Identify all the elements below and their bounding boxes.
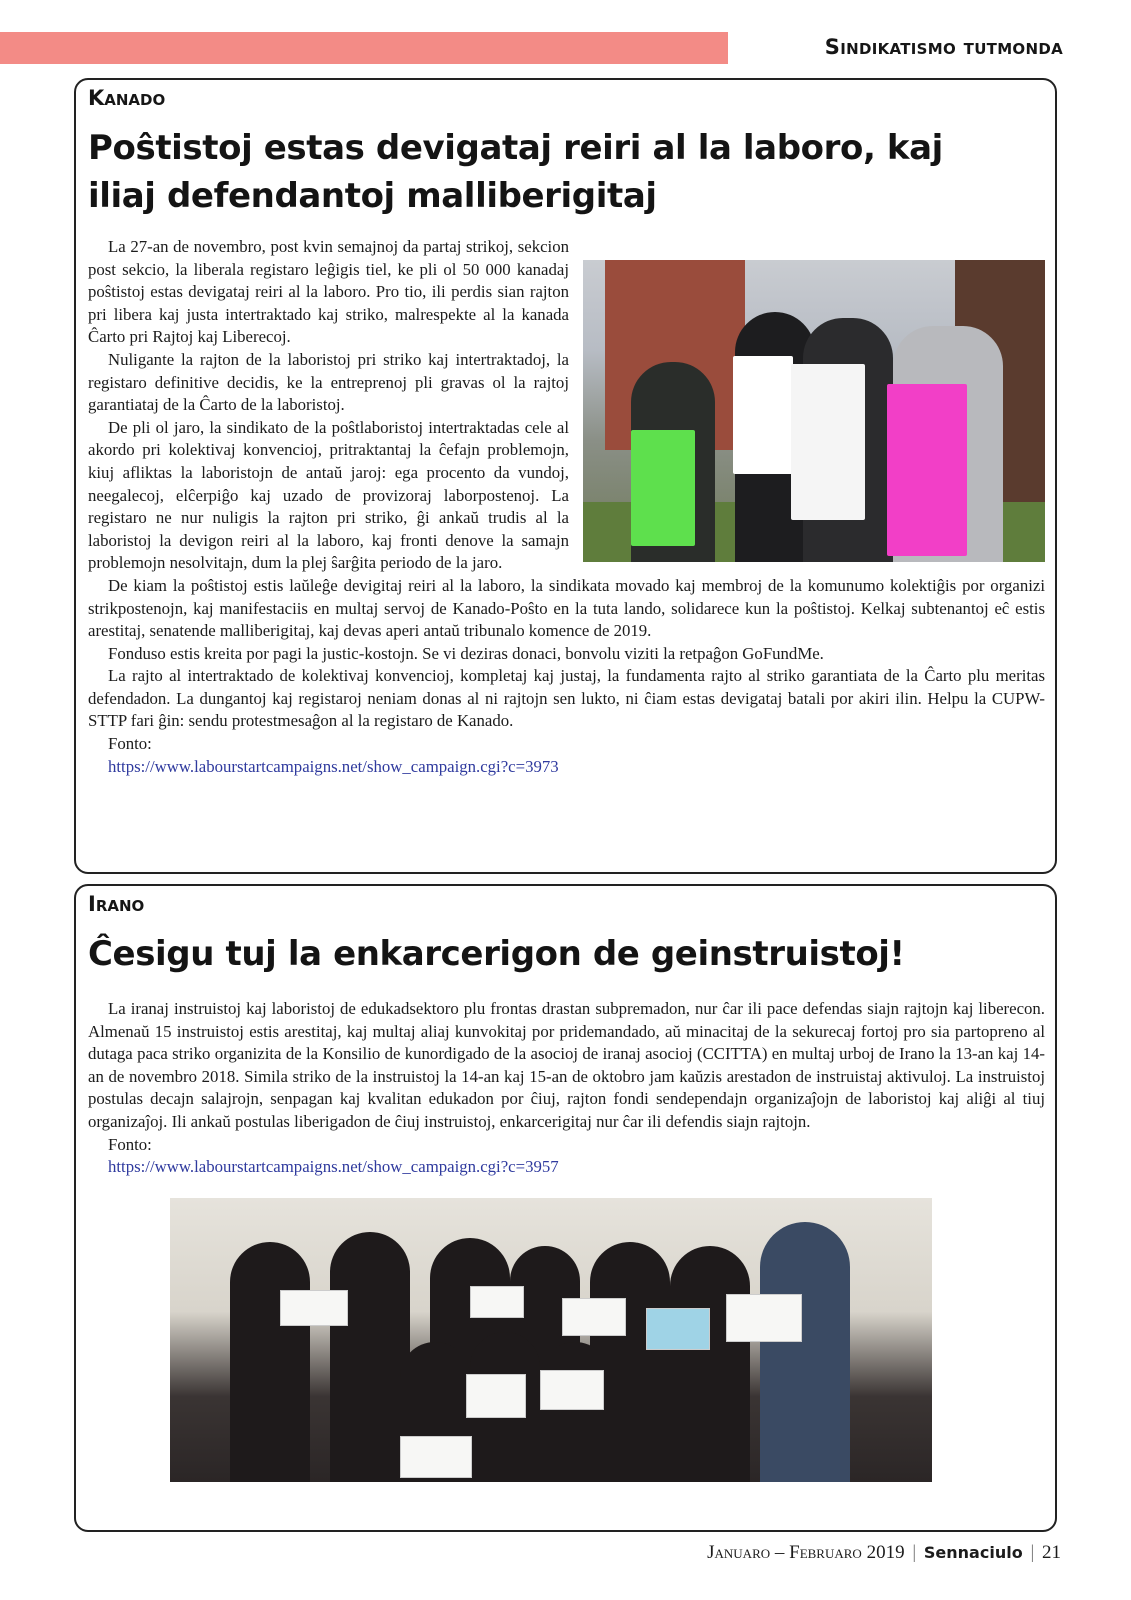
protest-paper: [400, 1436, 472, 1478]
article-body: [88, 236, 1045, 778]
protest-paper: [470, 1286, 524, 1318]
issue-date: Januaro – Februaro 2019: [707, 1542, 905, 1563]
source-link[interactable]: https://www.labourstartcampaigns.net/show_campaign.cgi?c=3973: [108, 756, 559, 776]
paragraph: De kiam la poŝtistoj estis laŭleĝe devigitaj reiri al la laboro, la sindikata movado kaj membroj de la komunumo kolektiĝis por organizi strikpostenojn, kaj manifestaciis en multaj servoj de Kanado-Poŝto en la tuta lando, solidarece kun la poŝtistoj. Kelkaj subtenantoj eĉ estis arestitaj, senatende malliberigitaj, kaj devas aperi antaŭ tribunalo komence de 2019.: [88, 575, 1045, 641]
person: [230, 1242, 310, 1482]
protest-paper: [466, 1374, 526, 1418]
source-label: Fonto:: [108, 734, 152, 754]
paragraph: Fonduso estis kreita por pagi la justic-kostojn. Se vi deziras donaci, bonvolu viziti la retpaĝon GoFundMe.: [108, 643, 824, 663]
protest-paper: [280, 1290, 348, 1326]
header-accent-bar: [0, 32, 728, 64]
protest-paper: [540, 1370, 604, 1410]
protest-sign: [791, 364, 865, 520]
paragraph: La rajto al intertraktado de kolektivaj konvencioj, kompletaj kaj justaj, la fundamenta rajto al striko garantiata de la Ĉarto plu meritas defendadon. La dungantoj kaj registaroj neniam donas al ni rajtojn sen lukto, ni ĉiam estas devigataj batali por akiri ilin. Helpu la CUPW-STTP fari ĝin: sendu protestmesaĝon al la registaro de Kanado.: [88, 666, 1045, 731]
protest-sign: [733, 356, 793, 474]
paragraph: La iranaj instruistoj kaj laboristoj de edukadsektoro plu frontas drastan subpremadon, nur ĉar ili pace defendas siajn rajtojn kaj liberecon. Almenaŭ 15 instruistoj estis arestitaj, kaj multaj aliaj kunvokitaj por pridemandado, aŭ minacitaj de la sekurecaj fortoj pro sia partopreno al dutaga paca striko organizita de la Konsilio de kunordigado de la asocioj de iranaj asocioj (CCITTA) en multaj urboj de Irano la 13-an kaj 14-an de novembro 2018. Simila striko de la instruistoj la 14-an kaj 15-an de oktobro jam kaŭzis arestadon de instruistaj aktivuloj. La instruistoj postulas decajn salajrojn, senpagan kaj kvalitan edukadon por ĉiuj, rajton fondi sendependajn organizaĵojn de laboristoj kaj aliĝi al tiuj organizaĵoj. Ili ankaŭ postulas liberigadon de ĉiuj instruistoj, enkarcerigitaj nur ĉar ili defendis siajn rajtojn.: [88, 999, 1045, 1131]
source-link[interactable]: https://www.labourstartcampaigns.net/show_campaign.cgi?c=3957: [108, 1157, 559, 1177]
page-number: 21: [1042, 1542, 1061, 1563]
protest-sign: [631, 430, 695, 546]
paragraph: La 27-an de novembro, post kvin semajnoj da partaj strikoj, sekcion post sekcio, la liberala registaro leĝigis tiel, ke pli ol 50 000 kanadaj poŝtistoj estas devigataj reiri al la laboro. Pro tio, ili perdis sian rajton pri libera kaj justa intertraktado kaj striko, malrespekte al la kanada Ĉarto pri Rajtoj kaj Liberecoj.: [88, 237, 569, 347]
separator: |: [1030, 1542, 1035, 1563]
section-title: Sindikatismo tutmonda: [824, 35, 1063, 59]
article-title: Poŝtistoj estas devigataj reiri al la laboro, kaj iliaj defendantoj malliberigitaj: [88, 128, 943, 216]
source-label: Fonto:: [108, 1134, 152, 1154]
person: [330, 1232, 410, 1482]
paragraph: Nuligante la rajton de la laboristoj pri striko kaj intertraktadoj, la registaro definitive decidis, ke la entreprenoj pli gravas ol la rajtoj garantiataj de la Ĉarto de la laboristoj.: [88, 349, 569, 415]
article-body: [88, 998, 1045, 1179]
protest-paper: [726, 1294, 802, 1342]
country-label: Irano: [88, 892, 145, 916]
separator: |: [912, 1542, 917, 1563]
country-label: Kanado: [88, 86, 166, 110]
teachers-photo: [170, 1198, 932, 1482]
paragraph: De pli ol jaro, la sindikato de la poŝtlaboristoj intertraktadas cele al akordo pri kolektivaj konvencioj, pritraktantaj la ĉefajn problemojn, kiuj afliktas la laboristojn de antaŭ jaroj: ega procento da vundoj, neegalecoj, elĉerpiĝo kaj uzado de provizoraj laborpostenoj. La registaro ne nur nuligis la rajton pri striko, ĝi ankaŭ trudis al la laboristoj la devigon reiri al la laboro, kaj fronti denove la samajn problemojn nesolvitajn, dum la plej ŝarĝita periodo de la jaro.: [88, 417, 569, 573]
protest-paper: [562, 1298, 626, 1336]
article-title: Ĉesigu tuj la enkarcerigon de geinstruistoj!: [88, 934, 905, 974]
protest-sign: [887, 384, 967, 556]
article-kanado: [74, 78, 1057, 874]
person: [670, 1246, 750, 1482]
protest-photo: [583, 260, 1045, 562]
page-footer: [707, 1541, 1061, 1565]
person: [760, 1222, 850, 1482]
article-irano: [74, 884, 1057, 1532]
magazine-name: Sennaciulo: [923, 1543, 1023, 1562]
person: [540, 1342, 610, 1482]
protest-paper: [646, 1308, 710, 1350]
